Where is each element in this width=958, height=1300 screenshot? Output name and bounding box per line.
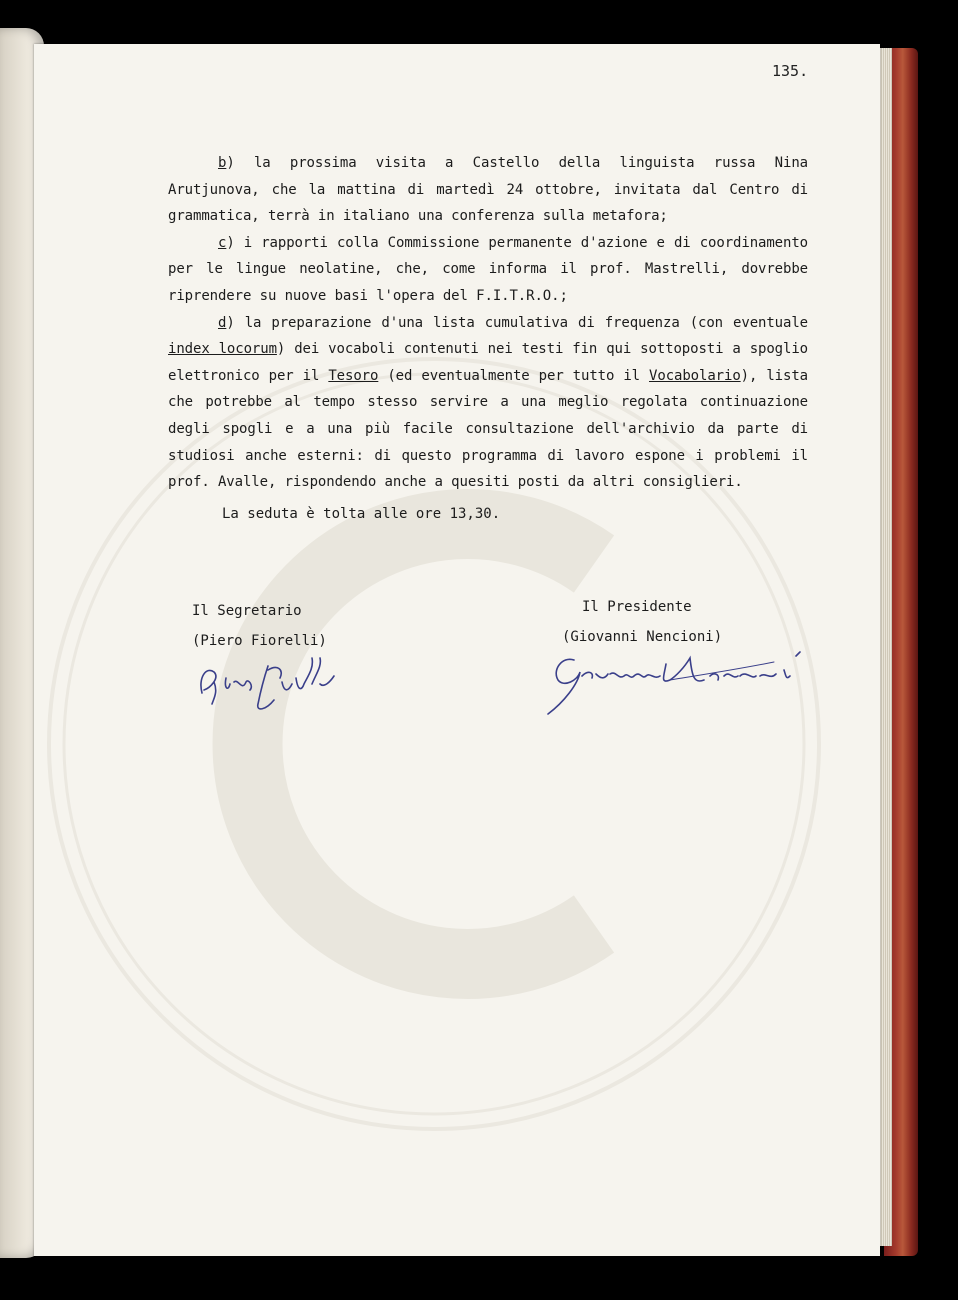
item-d-text-4: ), lista che potrebbe al tempo stesso servire a una meglio regolata continuazione degli spogli e a una più facile consultazione dell'archivio da parte di studiosi anche esterni: di questo programma di lavoro espone i problemi il prof. Avalle, rispondendo anche a quesiti posti da altri consiglieri.: [168, 367, 808, 491]
document-page: [34, 44, 880, 1256]
item-c: [168, 230, 808, 310]
president-name: (Giovanni Nencioni): [562, 629, 723, 645]
item-d-text-3: (ed eventualmente per tutto il: [378, 367, 650, 384]
item-b: [168, 150, 808, 230]
item-d: [168, 310, 808, 496]
item-d-text-2: ) dei vocaboli contenuti nei testi fin qui sottoposti a spoglio elettronico per il: [168, 341, 808, 384]
president-title: Il Presidente: [582, 599, 692, 615]
item-d-marker: d: [218, 314, 227, 331]
page-number: 135.: [772, 62, 809, 80]
secretary-signature-icon: [184, 648, 354, 718]
item-d-underlined-index-locorum: index locorum: [168, 341, 277, 358]
item-b-marker: b: [218, 155, 227, 171]
item-d-underlined-tesoro: Tesoro: [328, 367, 379, 384]
item-b-text: ) la prossima visita a Castello della linguista russa Nina Arutjunova, che la mattina di martedì 24 ottobre, invitata dal Centro di grammatica, terrà in italiano una conferenza sulla metafora;: [168, 155, 808, 225]
president-signature-icon: [534, 636, 814, 726]
item-c-marker: c: [218, 234, 227, 251]
closing-statement: La seduta è tolta alle ore 13,30.: [222, 506, 501, 522]
minutes-body: [168, 150, 808, 496]
item-c-text: ) i rapporti colla Commissione permanente d'azione e di coordinamento per le lingue neolatine, che, come informa il prof. Mastrelli, dovrebbe riprendere su nuove basi l'opera del F.I.T.R.O.;: [168, 234, 808, 304]
item-d-text-1: ) la preparazione d'una lista cumulativa di frequenza (con eventuale: [226, 314, 808, 331]
secretary-name: (Piero Fiorelli): [192, 633, 327, 649]
secretary-title: Il Segretario: [192, 603, 302, 619]
signatory-secretary: [192, 596, 327, 656]
item-d-underlined-vocabolario: Vocabolario: [649, 367, 741, 384]
